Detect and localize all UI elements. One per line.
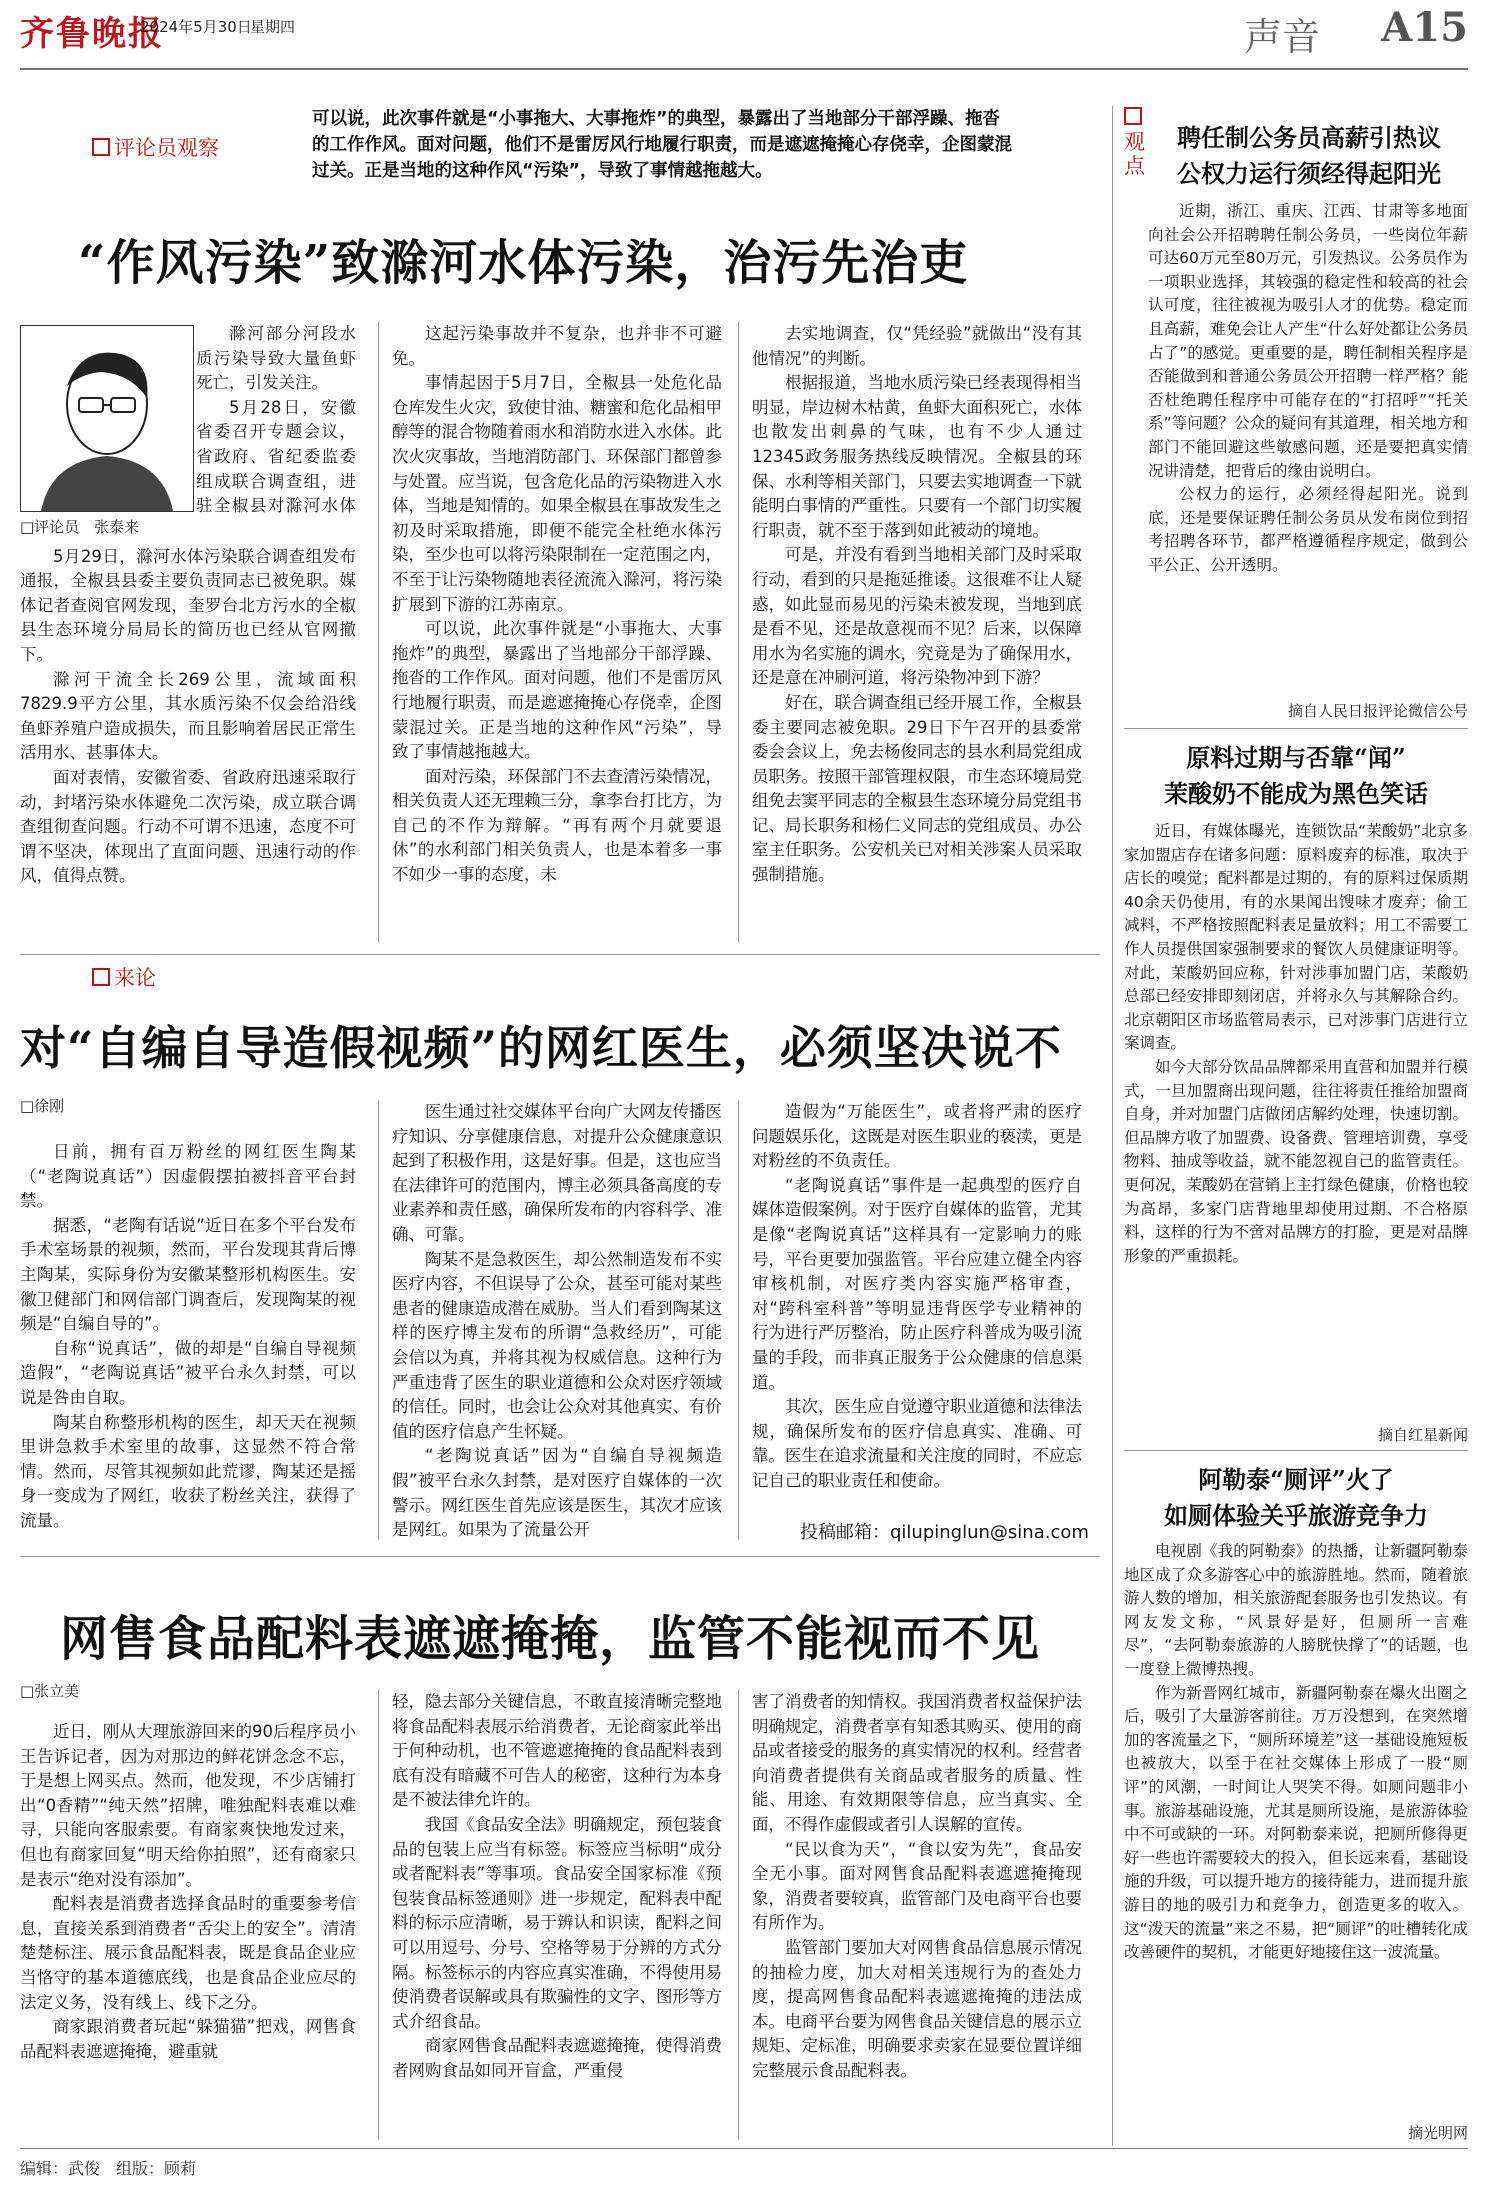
article1-col1-bottom: 5月29日，滁河水体污染联合调查组发布通报，全椒县县委主要负责同志已被免职。媒体记者查阅官网发现，奎罗台北方污水的全椒县生态环境分局局长的简历也已经从官网撤下。 滁河干流全长269公里，流域面积7829.9平方公里，其水质污染不仅会给沿线鱼虾养殖户造成损失，而且影响着居民正常生活用水、甚事体大。 面对表情，安徽省委、省政府迅速采取行动，封堵污染水体避免二次污染，成立联合调查组彻查问题。行动不可谓不迅速，态度不可谓不坚决，体现出了直面问题、迅速行动的作风，值得点赞。 — [20, 546, 356, 886]
article2-col3: 造假为“万能医生”，或者将严肃的医疗问题娱乐化，这既是对医生职业的亵渎，更是对粉丝的不负责任。 “老陶说真话”事件是一起典型的医疗自媒体造假案例。对于医疗自媒体的监管，尤其是像“老陶说真话”这样具有一定影响力的账号，平台更要加强监管。平台应建立健全内容审核机制，对医疗类内容实施严格审查，对“跨科室科普”等明显违背医学专业精神的行为进行严厉整治，防止医疗科普成为吸引流量的手段，而非真正服务于公众健康的信息渠道。 其次，医生应自觉遵守职业道德和法律法规，确保所发布的医疗信息真实、准确、可靠。医生在追求流量和关注度的同时，不应忘记自己的职业责任和使命。 — [752, 1102, 1082, 1490]
submission-email: 投稿邮箱：qilupinglun@sina.com — [800, 1522, 1089, 1543]
kicker-box-icon — [92, 968, 110, 986]
article1-headline: “作风污染”致滁河水体污染，治污先治吏 — [78, 235, 969, 291]
column-rule — [738, 1100, 739, 1540]
column-rule — [378, 1100, 379, 1540]
article2-col1: 日前，拥有百万粉丝的网红医生陶某（“老陶说真话”）因虚假摆拍被抖音平台封禁。 据悉，“老陶有话说”近日在多个平台发布手术室场景的视频，然而，平台发现其背后博主陶某，实际身份为安徽某整形机构医生。安徽卫健部门和网信部门调查后，发现陶某的视频是“自编自导的”。 自称“说真话”，做的却是“自编自导视频造假”，“老陶说真话”被平台永久封禁，可以说是咎由自取。 陶某自称整形机构的医生，却天天在视频里讲急救手术室里的故事，这显然不符合常情。然而，尽管其视频如此荒谬，陶某还是摇身一变成为了网红，收获了粉丝关注，获得了流量。 — [20, 1142, 356, 1530]
sidebar-s1-source: 摘自人民日报评论微信公号 — [1287, 702, 1468, 720]
author-portrait-illustration — [21, 326, 193, 511]
article2-col2: 医生通过社交媒体平台向广大网友传播医疗知识、分享健康信息，对提升公众健康意识起到了积极作用，这是好事。但是，这也应当在法律许可的范围内，博主必须具备高度的专业素养和责任感，确保所发布的内容科学、准确、可靠。 陶某不是急救医生，却公然制造发布不实医疗内容，不但误导了公众，甚至可能对某些患者的健康造成潜在威胁。当人们看到陶某这样的医疗博主发布的所谓“急救经历”，可能会信以为真，并将其视为权威信息。这种行为严重违背了医生的职业道德和公众对医疗领域的信任。同时，也会让公众对其他真实、有价值的医疗信息产生怀疑。 “老陶说真话”因为“自编自导视频造假”被平台永久封禁，是对医疗自媒体的一次警示。网红医生首先应该是医生，其次才应该是网红。如果为了流量公开 — [392, 1102, 722, 1540]
footer-editor: 编辑：武俊 组版：顾莉 — [20, 2159, 197, 2178]
sidebar-s2-body: 近日，有媒体曝光，连锁饮品“茉酸奶”北京多家加盟店存在诸多问题：原料废弃的标准，取决于店长的嗅觉；配料都是过期的，有的原料过保质期40余天仍使用，有的水果闻出馊味才废弃；偷工减料，不严格按照配料表足量放料；用工不需要工作人员提供国家强制要求的餐饮人员健康证明等。对此，茉酸奶回应称，针对涉事加盟门店，茉酸奶总部已经安排即刻闭店，并将永久与其解除合约。北京朝阳区市场监管局表示，已对涉事门店进行立案调查。 如今大部分饮品品牌都采用直营和加盟并行模式，一旦加盟商出现问题，往往将责任推给加盟商自身，并对加盟门店做闭店解约处理，快速切割。但品牌方收了加盟费、设备费、管理培训费，享受物料、抽成等收益，就不能忽视自己的监管责任。更何况，茉酸奶在营销上主打绿色健康，价格也较为高昂，多家门店背地里却使用过期、不合格原料，这样的行为不啻对品牌方的打脸，更是对品牌形象的严重损耗。 — [1124, 822, 1468, 1265]
page-number: A15 — [1381, 4, 1468, 51]
sidebar-s2-title: 原料过期与否靠“闻” 茉酸奶不能成为黑色笑话 — [1164, 743, 1428, 808]
header-rule — [20, 68, 1468, 70]
article3-col2: 轻，隐去部分关键信息，不敢直接清晰完整地将食品配料表展示给消费者，无论商家此举出于何种动机，也不管遮遮掩掩的食品配料表到底有没有暗藏不可告人的秘密，这种行为本身是不被法律允许的。 我国《食品安全法》明确规定，预包装食品的包装上应当有标签。标签应当标明“成分或者配料表”等事项。食品安全国家标准《预包装食品标签通则》进一步规定，配料表中配料的标示应清晰，易于辨认和识读，配料之间可以用逗号、分号、空格等易于分辨的方式分隔。标签标示的内容应真实准确，不得使用易使消费者误解或具有欺骗性的文字、图形等方式介绍食品。 商家网售食品配料表遮遮掩掩，使得消费者网购食品如同开盲盒，严重侵 — [392, 1692, 722, 2080]
sidebar-kicker: 观点 — [1124, 106, 1146, 178]
column-rule — [378, 1690, 379, 2140]
pull-quote: 可以说，此次事件就是“小事拖大、大事拖炸”的典型，暴露出了当地部分干部浮躁、拖沓的工作作风。面对问题，他们不是雷厉风行地履行职责，而是遮遮掩掩心存侥幸，企图蒙混过关。正是当地的这种作风“污染”，导致了事情越拖越大。 — [312, 109, 1012, 181]
article2-kicker: 来论 — [92, 962, 156, 992]
section-name: 声音 — [1243, 15, 1320, 59]
column-rule — [738, 322, 739, 942]
sidebar-s2-source: 摘自红星新闻 — [1377, 1426, 1468, 1444]
sidebar-s3-body: 电视剧《我的阿勒泰》的热播，让新疆阿勒泰地区成了众多游客心中的旅游胜地。然而，随着旅游人数的增加，相关旅游配套服务也引发热议。有网友发文称，“风景好是好，但厕所一言难尽”，“去阿勒泰旅游的人膀胱快撑了”的话题，也一度登上微博热搜。 作为新晋网红城市，新疆阿勒泰在爆火出圈之后，吸引了大量游客前往。万万没想到，在突然增加的客流量之下，“厕所环境差”这一基础设施短板也被放大，以至于在社交媒体上形成了一股“厕评”的风潮，一时间让人哭笑不得。如厕问题非小事。旅游基础设施，尤其是厕所设施，是旅游体验中不可或缺的一环。对阿勒泰来说，把厕所修得更好一些也许需要较大的投入，但长远来看，基础设施的升级，可以提升地方的接待能力，进而提升旅游目的地的吸引力和竞争力，创造更多的收入。这“泼天的流量”来之不易，把“厕评”的吐槽转化成改善硬件的契机，才能更好地接住这一波流量。 — [1124, 1542, 1468, 1962]
article2-headline: 对“自编自导造假视频”的网红医生，必须坚决说不 — [20, 1021, 1062, 1075]
column-rule — [738, 1690, 739, 2140]
sidebar-divider — [1124, 728, 1468, 729]
footer-rule — [20, 2148, 1468, 2149]
paper-masthead: 齐鲁晚报 — [20, 14, 164, 54]
sidebar-s3-source: 摘光明网 — [1407, 2124, 1468, 2142]
section-divider — [20, 954, 1100, 955]
article3-col1: 近日，刚从大理旅游回来的90后程序员小王告诉记者，因为对那边的鲜花饼念念不忘，于是想上网买点。然而，他发现，不少店铺打出“0香精”“纯天然”招牌，唯独配料表难以难寻，只能向客服索要。有商家爽快地发过来，但也有商家回复“明天给你拍照”，还有商家只是表示“绝对没有添加”。 配料表是消费者选择食品时的重要参考信息，直接关系到消费者“舌尖上的安全”。清清楚楚标注、展示食品配料表，既是食品企业应当恪守的基本道德底线，也是食品企业应尽的法定义务，没有线上、线下之分。 商家跟消费者玩起“躲猫猫”把戏，网售食品配料表遮遮掩掩，避重就 — [20, 1722, 356, 2061]
article1-col1-top: 滁河部分河段水质污染导致大量鱼虾死亡，引发关注。 5月28日，安徽省委召开专题会议，省政府、省纪委监委组成联合调查组，进驻全椒县对滁河水体 — [196, 324, 356, 516]
issue-date: 2024年5月30日 — [140, 18, 252, 36]
article2-byline: □徐刚 — [20, 1097, 65, 1115]
article1-col3: 去实地调查，仅“凭经验”就做出“没有其他情况”的判断。 根据报道，当地水质污染已经表现得相当明显，岸边树木枯黄，鱼虾大面积死亡，水体也散发出刺鼻的气味，也有不少人通过12345政务服务热线反映情况。全椒县的环保、水利等相关部门，只要去实地调查一下就能明白事情的严重性。只要有一个部门切实履行职责，就不至于落到如此被动的境地。 可是，并没有看到当地相关部门及时采取行动，看到的只是拖延推诿。这很难不让人疑惑，如此显而易见的污染未被发现，当地到底是看不见，还是故意视而不见？后来，以保障用水为名实施的调水，究竟是为了确保用水，还是意在冲刷河道，将污染物冲到下游？ 好在，联合调查组已经开展工作，全椒县委主要同志被免职。29日下午召开的县委常委会会议上，免去杨俊同志的县水利局党组成员职务。按照干部管理权限，市生态环境局党组免去窦平同志的全椒县生态环境分局党组书记、局长职务和杨仁义同志的党组成员、办公室主任职务。公安机关已对相关涉案人员采取强制措施。 — [752, 324, 1082, 885]
issue-weekday: 星期四 — [250, 18, 296, 36]
article3-headline: 网售食品配料表遮遮掩掩，监管不能视而不见 — [60, 1611, 1041, 1667]
article1-col2: 这起污染事故并不复杂，也并非不可避免。 事情起因于5月7日，全椒县一处危化品仓库发生火灾，致使甘油、糖蜜和危化品相甲醇等的混合物随着雨水和消防水进入水体。此次火灾事故，当地消防部门、环保部门都曾参与处置。应当说，包含危化品的污染物进入水体，当地是知情的。如果全椒县在事故发生之初及时采取措施，即便不能完全杜绝水体污染，至少也可以将污染限制在一定范围之内，不至于让污染物随地表径流流入滁河，将污染扩展到下游的江苏南京。 可以说，此次事件就是“小事拖大、大事拖炸”的典型，暴露出了当地部分干部浮躁、拖沓的工作作风。面对问题，他们不是雷厉风行地履行职责，而是遮遮掩掩心存侥幸，企图蒙混过关。正是当地的这种作风“污染”，导致了事情越拖越大。 面对污染，环保部门不去查清污染情况，相关负责人还无理赖三分，拿李台打比方，为自己的不作为辩解。“再有两个月就要退休”的水利部门相关负责人，也是本着多一事不如少一事的态度，未 — [392, 324, 722, 885]
sidebar-s1-body: 近期，浙江、重庆、江西、甘肃等多地面向社会公开招聘聘任制公务员，一些岗位年薪可达60万元至80万元，引发热议。公务员作为一项职业选择，其较强的稳定性和较高的社会认可度，往往被视为吸引人才的优势。稳定而且高薪，难免会让人产生“什么好处都让公务员占了”的感觉。更重要的是，聘任制相关程序是否能做到和普通公务员公开招聘一样严格？能否杜绝聘任程序中可能存在的“打招呼”“托关系”等问题？公众的疑问有其道理，相关地方和部门不能回避这些敏感问题，还是要把真实情况讲清楚，把背后的缘由说明白。 公权力的运行，必须经得起阳光。说到底，还是要保证聘任制公务员从发布岗位到招考招聘各环节，都严格遵循程序规定，做到公平公正、公开透明。 — [1148, 202, 1468, 574]
sidebar-rule — [1112, 106, 1113, 2146]
article3-byline: □张立美 — [20, 1682, 80, 1700]
author-photo — [20, 325, 194, 512]
sidebar-divider — [1124, 1450, 1468, 1451]
column-rule — [378, 322, 379, 942]
sidebar-s1-title: 聘任制公务员高薪引热议 公权力运行须经得起阳光 — [1177, 123, 1441, 188]
kicker-box-icon — [92, 138, 110, 156]
article1-kicker: 评论员观察 — [92, 132, 219, 162]
kicker-box-icon — [1124, 107, 1142, 125]
sidebar-s3-title: 阿勒泰“厕评”火了 如厕体验关乎旅游竞争力 — [1164, 1465, 1428, 1530]
section-divider — [20, 1556, 1100, 1557]
article1-byline: □评论员 张泰来 — [20, 518, 140, 536]
article3-col3: 害了消费者的知情权。我国消费者权益保护法明确规定，消费者享有知悉其购买、使用的商品或者接受的服务的真实情况的权利。经营者向消费者提供有关商品或者服务的质量、性能、用途、有效期限等信息，应当真实、全面，不得作虚假或者引人误解的宣传。 “民以食为天”，“食以安为先”，食品安全无小事。面对网售食品配料表遮遮掩掩现象，消费者要较真，监管部门及电商平台也要有所作为。 监管部门要加大对网售食品信息展示情况的抽检力度，加大对相关违规行为的查处力度，提高网售食品配料表遮遮掩掩的违法成本。电商平台要为网售食品关键信息的展示立规矩、定标准，明确要求卖家在显要位置详细完整展示食品配料表。 — [752, 1692, 1082, 2080]
